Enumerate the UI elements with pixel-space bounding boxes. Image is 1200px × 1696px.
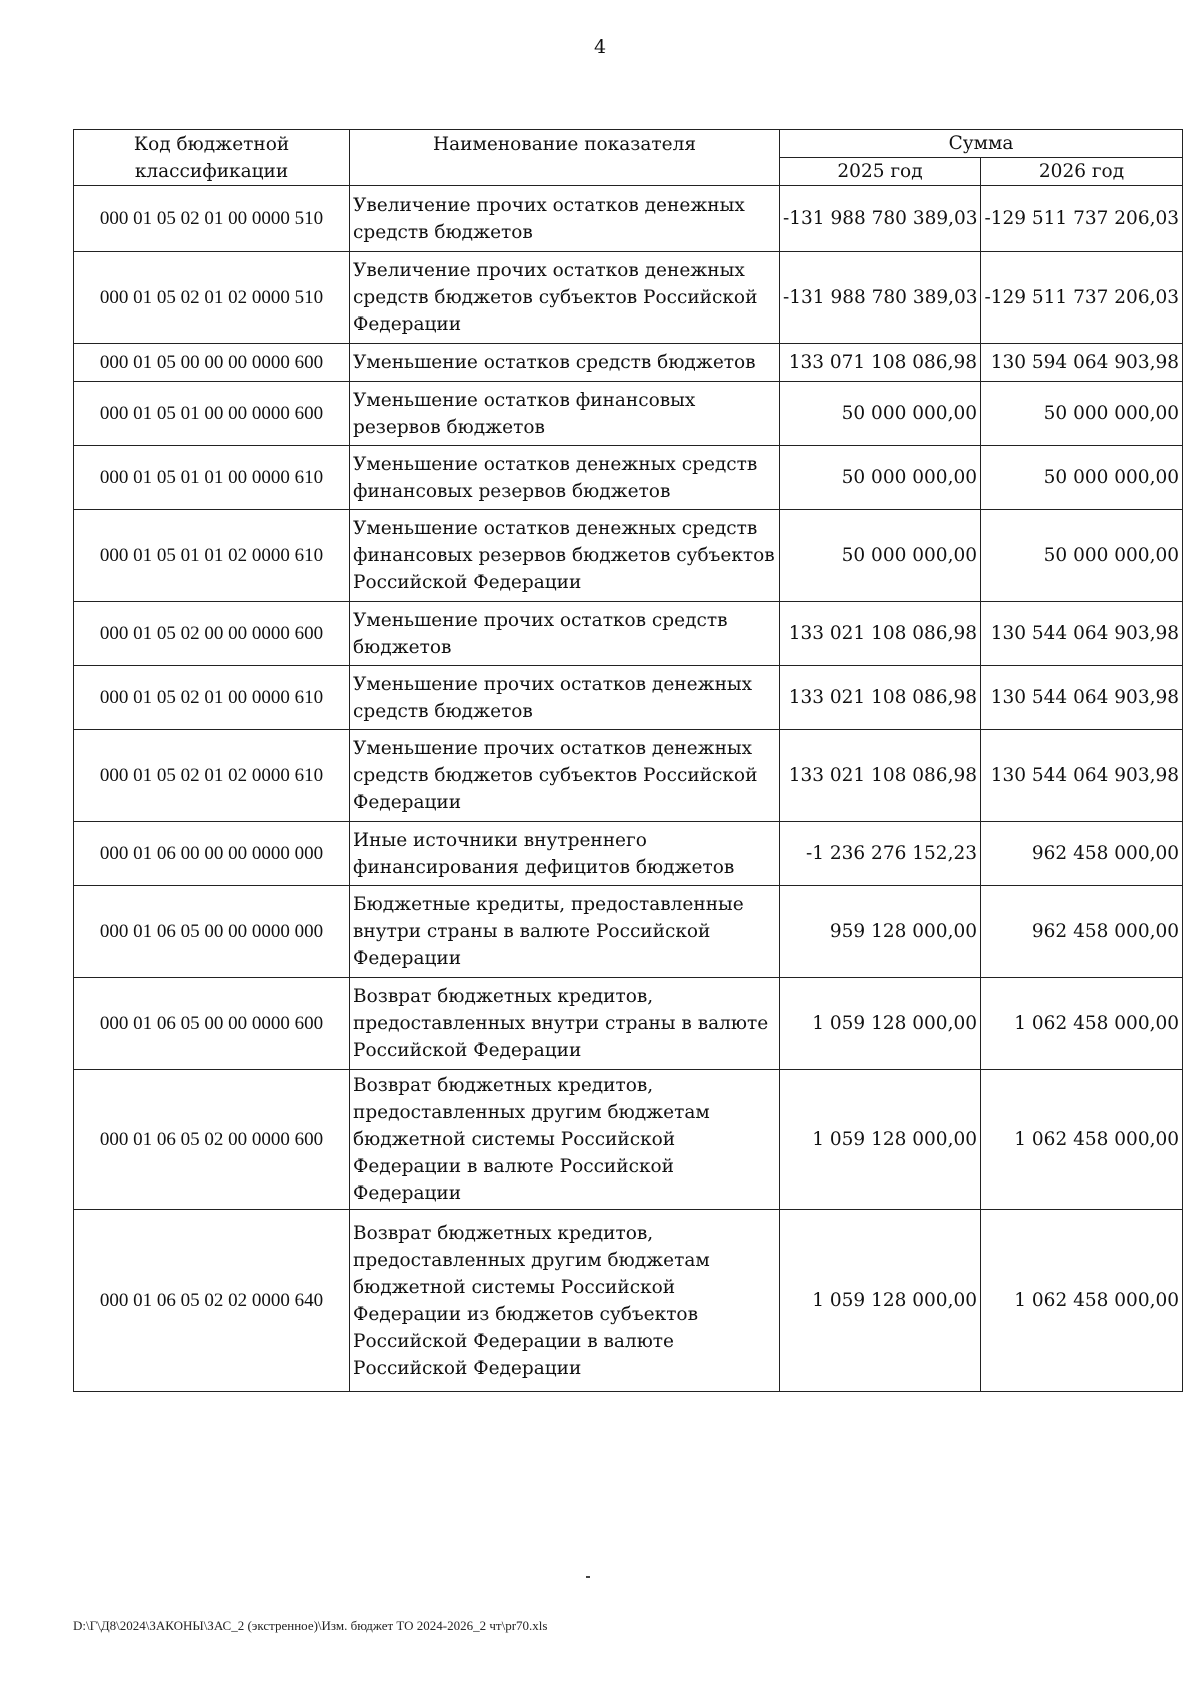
header-year-2025: 2025 год: [780, 158, 981, 186]
table-row: [74, 822, 1183, 886]
row-amount-2025: 133 071 108 086,98: [780, 344, 981, 382]
row-name: Уменьшение остатков денежных средств финансовых резервов бюджетов: [350, 446, 780, 510]
row-code: 000 01 06 05 00 00 0000 000: [74, 886, 350, 978]
table-row: [74, 382, 1183, 446]
row-amount-2025: 959 128 000,00: [780, 886, 981, 978]
table-row: [74, 730, 1183, 822]
row-code: 000 01 06 05 02 00 0000 600: [74, 1070, 350, 1210]
row-name: Возврат бюджетных кредитов, предоставленных другим бюджетам бюджетной системы Российской Федерации в валюте Российской Федерации: [350, 1070, 780, 1210]
row-code: 000 01 06 05 00 00 0000 600: [74, 978, 350, 1070]
row-amount-2026: 1 062 458 000,00: [981, 1210, 1183, 1392]
row-amount-2025: 133 021 108 086,98: [780, 602, 981, 666]
row-name: Уменьшение прочих остатков средств бюджетов: [350, 602, 780, 666]
row-amount-2026: 50 000 000,00: [981, 446, 1183, 510]
row-name: Уменьшение остатков денежных средств финансовых резервов бюджетов субъектов Российской Федерации: [350, 510, 780, 602]
row-code: 000 01 05 02 00 00 0000 600: [74, 602, 350, 666]
row-amount-2025: 1 059 128 000,00: [780, 1070, 981, 1210]
table-row: [74, 1070, 1183, 1210]
table-body: [74, 186, 1183, 1392]
table-row: [74, 666, 1183, 730]
row-amount-2025: 1 059 128 000,00: [780, 978, 981, 1070]
header-year-2026: 2026 год: [981, 158, 1183, 186]
row-name: Уменьшение остатков финансовых резервов бюджетов: [350, 382, 780, 446]
row-amount-2025: 50 000 000,00: [780, 446, 981, 510]
row-name: Возврат бюджетных кредитов, предоставленных другим бюджетам бюджетной системы Российской Федерации из бюджетов субъектов Российской Федерации в валюте Российской Федерации: [350, 1210, 780, 1392]
row-code: 000 01 06 00 00 00 0000 000: [74, 822, 350, 886]
table-row: [74, 344, 1183, 382]
row-code: 000 01 05 02 01 00 0000 610: [74, 666, 350, 730]
row-amount-2026: 130 594 064 903,98: [981, 344, 1183, 382]
budget-sources-table: [73, 129, 1183, 1392]
header-code: Код бюджетной классификации: [74, 130, 350, 186]
row-amount-2026: 962 458 000,00: [981, 822, 1183, 886]
row-code: 000 01 06 05 02 02 0000 640: [74, 1210, 350, 1392]
table-row: [74, 186, 1183, 252]
row-amount-2026: 962 458 000,00: [981, 886, 1183, 978]
row-amount-2025: 50 000 000,00: [780, 382, 981, 446]
row-code: 000 01 05 02 01 00 0000 510: [74, 186, 350, 252]
row-amount-2025: 1 059 128 000,00: [780, 1210, 981, 1392]
row-amount-2025: -1 236 276 152,23: [780, 822, 981, 886]
row-amount-2026: 130 544 064 903,98: [981, 666, 1183, 730]
row-name: Иные источники внутреннего финансирования дефицитов бюджетов: [350, 822, 780, 886]
table-row: [74, 510, 1183, 602]
scan-mark: [586, 1576, 590, 1578]
row-amount-2026: 1 062 458 000,00: [981, 978, 1183, 1070]
row-code: 000 01 05 01 00 00 0000 600: [74, 382, 350, 446]
row-amount-2026: 50 000 000,00: [981, 510, 1183, 602]
row-name: Увеличение прочих остатков денежных средств бюджетов: [350, 186, 780, 252]
row-amount-2025: -131 988 780 389,03: [780, 186, 981, 252]
row-amount-2025: 50 000 000,00: [780, 510, 981, 602]
row-amount-2026: -129 511 737 206,03: [981, 186, 1183, 252]
row-name: Уменьшение остатков средств бюджетов: [350, 344, 780, 382]
row-amount-2025: 133 021 108 086,98: [780, 666, 981, 730]
page-number: 4: [593, 36, 607, 58]
header-name: Наименование показателя: [350, 130, 780, 186]
row-name: Возврат бюджетных кредитов, предоставленных внутри страны в валюте Российской Федерации: [350, 978, 780, 1070]
row-name: Уменьшение прочих остатков денежных средств бюджетов: [350, 666, 780, 730]
row-code: 000 01 05 00 00 00 0000 600: [74, 344, 350, 382]
row-amount-2026: 130 544 064 903,98: [981, 602, 1183, 666]
row-code: 000 01 05 02 01 02 0000 610: [74, 730, 350, 822]
row-amount-2025: 133 021 108 086,98: [780, 730, 981, 822]
table-row: [74, 978, 1183, 1070]
header-sum: Сумма: [780, 130, 1183, 158]
table-row: [74, 252, 1183, 344]
row-code: 000 01 05 01 01 02 0000 610: [74, 510, 350, 602]
row-amount-2025: -131 988 780 389,03: [780, 252, 981, 344]
row-amount-2026: 1 062 458 000,00: [981, 1070, 1183, 1210]
row-name: Уменьшение прочих остатков денежных средств бюджетов субъектов Российской Федерации: [350, 730, 780, 822]
row-code: 000 01 05 02 01 02 0000 510: [74, 252, 350, 344]
file-path-footer: D:\Г\Д8\2024\ЗАКОНЫ\ЗАС_2 (экстренное)\Изм. бюджет ТО 2024-2026_2 чт\pr70.xls: [73, 1618, 548, 1633]
table-header: [74, 130, 1183, 186]
row-amount-2026: 130 544 064 903,98: [981, 730, 1183, 822]
row-amount-2026: -129 511 737 206,03: [981, 252, 1183, 344]
row-code: 000 01 05 01 01 00 0000 610: [74, 446, 350, 510]
table-row: [74, 1210, 1183, 1392]
table-row: [74, 886, 1183, 978]
table-row: [74, 446, 1183, 510]
row-name: Бюджетные кредиты, предоставленные внутри страны в валюте Российской Федерации: [350, 886, 780, 978]
table-row: [74, 602, 1183, 666]
row-amount-2026: 50 000 000,00: [981, 382, 1183, 446]
row-name: Увеличение прочих остатков денежных средств бюджетов субъектов Российской Федерации: [350, 252, 780, 344]
